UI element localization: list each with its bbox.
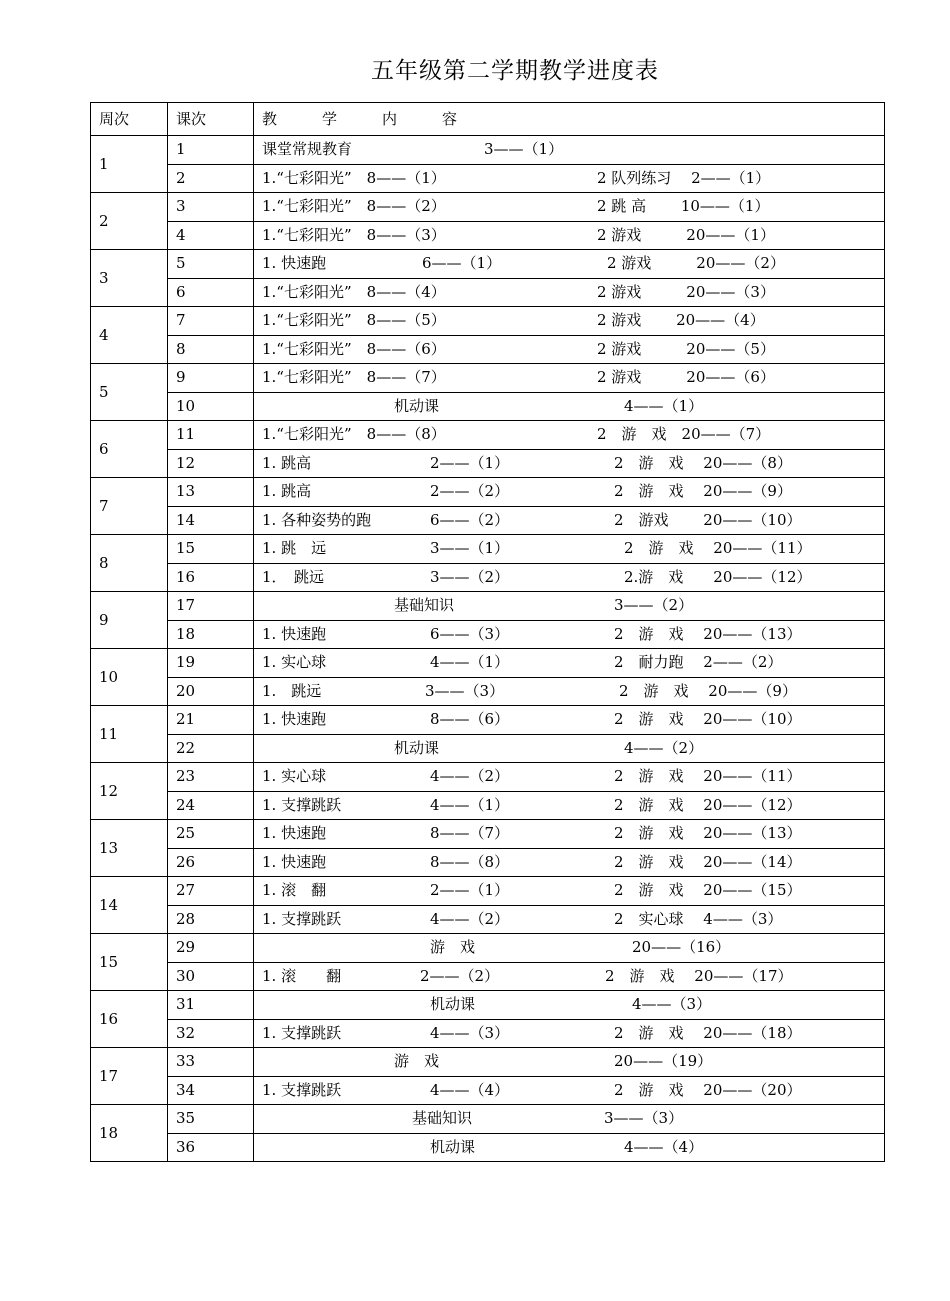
lesson-content-segment: 1. 实心球 <box>262 767 327 786</box>
lesson-number-cell: 16 <box>168 563 254 592</box>
table-row <box>91 734 885 763</box>
lesson-content <box>262 535 884 562</box>
lesson-content-segment: 1.“七彩阳光” 8——（8） <box>262 425 446 444</box>
lesson-content-segment: 3——（2） <box>430 567 510 586</box>
lesson-content-segment: 1. 滚 翻 <box>262 966 342 985</box>
lesson-content-segment: 2 游 戏 20——（15） <box>614 881 802 900</box>
lesson-content-cell <box>254 763 885 792</box>
table-row <box>91 449 885 478</box>
week-cell: 3 <box>91 250 168 307</box>
lesson-content-segment: 2 队列练习 2——（1） <box>597 168 771 187</box>
lesson-content-cell <box>254 563 885 592</box>
lesson-number-cell: 11 <box>168 421 254 450</box>
lesson-content-segment: 1. 快速跑 <box>262 710 327 729</box>
lesson-number-cell: 8 <box>168 335 254 364</box>
week-cell: 10 <box>91 649 168 706</box>
table-row <box>91 421 885 450</box>
lesson-content <box>262 478 884 505</box>
lesson-content-segment: 2 游戏 20——（4） <box>597 311 765 330</box>
table-row <box>91 164 885 193</box>
lesson-content-segment: 2 游戏 20——（2） <box>607 254 785 273</box>
lesson-content <box>262 906 884 933</box>
week-cell: 1 <box>91 136 168 193</box>
lesson-content-segment: 1. 支撑跳跃 <box>262 795 342 814</box>
lesson-content <box>262 649 884 676</box>
lesson-number-cell: 31 <box>168 991 254 1020</box>
lesson-content <box>262 991 884 1018</box>
lesson-number-cell: 19 <box>168 649 254 678</box>
lesson-content <box>262 621 884 648</box>
lesson-content-cell <box>254 307 885 336</box>
lesson-content-segment: 4——（2） <box>430 767 510 786</box>
lesson-content <box>262 222 884 249</box>
lesson-content <box>262 307 884 334</box>
lesson-content <box>262 1134 884 1161</box>
lesson-content-segment: 2——（1） <box>430 453 510 472</box>
lesson-content-segment: 2——（1） <box>430 881 510 900</box>
lesson-content-cell <box>254 706 885 735</box>
lesson-content-segment: 3——（3） <box>425 681 505 700</box>
lesson-content-segment: 2 跳 高 10——（1） <box>597 197 770 216</box>
lesson-content-segment: 2 游 戏 20——（8） <box>614 453 792 472</box>
lesson-content-segment: 1.“七彩阳光” 8——（5） <box>262 311 446 330</box>
week-cell: 7 <box>91 478 168 535</box>
lesson-content-cell <box>254 193 885 222</box>
week-cell: 13 <box>91 820 168 877</box>
lesson-content <box>262 1077 884 1104</box>
lesson-content-segment: 机动课 <box>394 738 440 757</box>
table-row <box>91 478 885 507</box>
lesson-content-segment: 4——（1） <box>624 396 704 415</box>
lesson-content-cell <box>254 164 885 193</box>
lesson-content-segment: 1. 快速跑 <box>262 624 327 643</box>
lesson-content-segment: 8——（7） <box>430 824 510 843</box>
lesson-content-segment: 20——（16） <box>632 938 731 957</box>
lesson-number-cell: 5 <box>168 250 254 279</box>
lesson-content-cell <box>254 734 885 763</box>
lesson-content-segment: 6——（2） <box>430 510 510 529</box>
table-row <box>91 1076 885 1105</box>
lesson-content-segment: 3——（1） <box>430 539 510 558</box>
lesson-number-cell: 30 <box>168 962 254 991</box>
lesson-content <box>262 193 884 220</box>
table-row <box>91 307 885 336</box>
lesson-number-cell: 26 <box>168 848 254 877</box>
lesson-content-segment: 1. 快速跑 <box>262 254 327 273</box>
lesson-content <box>262 507 884 534</box>
lesson-content-segment: 游 戏 <box>430 938 476 957</box>
lesson-content-cell <box>254 620 885 649</box>
lesson-content-cell <box>254 364 885 393</box>
lesson-content-cell <box>254 962 885 991</box>
week-cell: 9 <box>91 592 168 649</box>
lesson-number-cell: 1 <box>168 136 254 165</box>
lesson-content-segment: 1. 实心球 <box>262 653 327 672</box>
lesson-content-segment: 3——（3） <box>604 1109 684 1128</box>
table-row <box>91 706 885 735</box>
lesson-number-cell: 24 <box>168 791 254 820</box>
table-row <box>91 535 885 564</box>
lesson-content-segment: 1. 支撑跳跃 <box>262 909 342 928</box>
lesson-content-segment: 8——（6） <box>430 710 510 729</box>
lesson-content-segment: 2 游 戏 20——（12） <box>614 795 802 814</box>
lesson-content-segment: 4——（4） <box>624 1137 704 1156</box>
lesson-content-cell <box>254 820 885 849</box>
week-cell: 11 <box>91 706 168 763</box>
table-row <box>91 592 885 621</box>
lesson-number-cell: 35 <box>168 1105 254 1134</box>
lesson-number-cell: 9 <box>168 364 254 393</box>
lesson-content-segment: 课堂常规教育 <box>262 140 353 159</box>
lesson-content <box>262 678 884 705</box>
table-row <box>91 250 885 279</box>
table-row <box>91 193 885 222</box>
lesson-number-cell: 6 <box>168 278 254 307</box>
lesson-number-cell: 32 <box>168 1019 254 1048</box>
week-cell: 4 <box>91 307 168 364</box>
lesson-content-segment: 1. 跳高 <box>262 482 312 501</box>
lesson-number-cell: 13 <box>168 478 254 507</box>
lesson-content-segment: 2 游戏 20——（6） <box>597 368 775 387</box>
lesson-content-cell <box>254 677 885 706</box>
week-cell: 15 <box>91 934 168 991</box>
table-row <box>91 364 885 393</box>
lesson-content-cell <box>254 136 885 165</box>
lesson-content-segment: 2 游 戏 20——（9） <box>619 681 797 700</box>
lesson-content-segment: 游 戏 <box>394 1052 440 1071</box>
lesson-content <box>262 735 884 762</box>
lesson-number-cell: 29 <box>168 934 254 963</box>
table-row <box>91 563 885 592</box>
lesson-content-segment: 4——（3） <box>632 995 712 1014</box>
lesson-content-segment: 1. 支撑跳跃 <box>262 1023 342 1042</box>
lesson-content-segment: 1. 滚 翻 <box>262 881 327 900</box>
lesson-content-cell <box>254 848 885 877</box>
table-row <box>91 278 885 307</box>
lesson-content-segment: 1． 跳远 <box>262 567 325 586</box>
lesson-content <box>262 336 884 363</box>
lesson-content-segment: 2 实心球 4——（3） <box>614 909 783 928</box>
lesson-content-segment: 6——（3） <box>430 624 510 643</box>
lesson-content <box>262 136 884 163</box>
week-cell: 2 <box>91 193 168 250</box>
lesson-content-cell <box>254 1019 885 1048</box>
lesson-content-segment: 1. 跳远 <box>262 681 322 700</box>
lesson-content-segment: 2 游 戏 20——（9） <box>614 482 792 501</box>
lesson-content <box>262 592 884 619</box>
lesson-number-cell: 10 <box>168 392 254 421</box>
lesson-content-segment: 2 游 戏 20——（11） <box>614 767 802 786</box>
lesson-content-cell <box>254 1048 885 1077</box>
table-row <box>91 506 885 535</box>
lesson-content-segment: 20——（19） <box>614 1052 713 1071</box>
table-row <box>91 1133 885 1162</box>
lesson-content-segment: 4——（2） <box>624 738 704 757</box>
table-row <box>91 649 885 678</box>
header-lesson: 课次 <box>168 103 254 136</box>
lesson-content-segment: 1.“七彩阳光” 8——（2） <box>262 197 446 216</box>
table-row <box>91 620 885 649</box>
table-row <box>91 962 885 991</box>
table-row <box>91 791 885 820</box>
lesson-number-cell: 15 <box>168 535 254 564</box>
lesson-number-cell: 17 <box>168 592 254 621</box>
lesson-content-cell <box>254 535 885 564</box>
lesson-content <box>262 849 884 876</box>
table-row <box>91 1019 885 1048</box>
lesson-content-cell <box>254 592 885 621</box>
lesson-content-cell <box>254 335 885 364</box>
table-row <box>91 763 885 792</box>
lesson-content-segment: 2 游戏 20——（5） <box>597 339 775 358</box>
lesson-content-segment: 4——（4） <box>430 1080 510 1099</box>
week-cell: 18 <box>91 1105 168 1162</box>
lesson-content <box>262 421 884 448</box>
page-title: 五年级第二学期教学进度表 <box>371 58 659 84</box>
lesson-number-cell: 33 <box>168 1048 254 1077</box>
week-cell: 8 <box>91 535 168 592</box>
lesson-number-cell: 2 <box>168 164 254 193</box>
week-cell: 6 <box>91 421 168 478</box>
week-cell: 14 <box>91 877 168 934</box>
table-row <box>91 877 885 906</box>
lesson-content-cell <box>254 278 885 307</box>
lesson-content <box>262 364 884 391</box>
lesson-content-cell <box>254 449 885 478</box>
lesson-content <box>262 165 884 192</box>
table-row <box>91 1105 885 1134</box>
lesson-content <box>262 250 884 277</box>
lesson-content-cell <box>254 392 885 421</box>
lesson-number-cell: 28 <box>168 905 254 934</box>
table-row <box>91 991 885 1020</box>
table-row <box>91 677 885 706</box>
table-row <box>91 934 885 963</box>
lesson-content-segment: 6——（1） <box>422 254 502 273</box>
lesson-content-cell <box>254 1076 885 1105</box>
lesson-content-cell <box>254 877 885 906</box>
lesson-content <box>262 934 884 961</box>
lesson-content-cell <box>254 649 885 678</box>
table-row <box>91 1048 885 1077</box>
lesson-number-cell: 36 <box>168 1133 254 1162</box>
lesson-content-segment: 3——（2） <box>614 596 694 615</box>
header-week: 周次 <box>91 103 168 136</box>
week-cell: 17 <box>91 1048 168 1105</box>
lesson-content-segment: 1.“七彩阳光” 8——（3） <box>262 225 446 244</box>
header-content: 教 学 内 容 <box>254 103 885 136</box>
lesson-content-segment: 1. 快速跑 <box>262 824 327 843</box>
lesson-content <box>262 1048 884 1075</box>
lesson-content <box>262 279 884 306</box>
lesson-content <box>262 963 884 990</box>
lesson-content-segment: 基础知识 <box>394 596 455 615</box>
lesson-number-cell: 14 <box>168 506 254 535</box>
lesson-content-cell <box>254 506 885 535</box>
lesson-number-cell: 23 <box>168 763 254 792</box>
lesson-content <box>262 564 884 591</box>
lesson-content-segment: 3——（1） <box>484 140 564 159</box>
lesson-content-segment: 机动课 <box>430 1137 476 1156</box>
table-row <box>91 820 885 849</box>
lesson-content-segment: 基础知识 <box>412 1109 473 1128</box>
lesson-content-segment: 2.游 戏 20——（12） <box>624 567 812 586</box>
lesson-content-segment: 2 游 戏 20——（14） <box>614 852 802 871</box>
lesson-content-segment: 2 游戏 20——（3） <box>597 282 775 301</box>
lesson-content-cell <box>254 934 885 963</box>
lesson-content <box>262 706 884 733</box>
lesson-content-cell <box>254 421 885 450</box>
lesson-content-segment: 1. 跳 远 <box>262 539 327 558</box>
lesson-content-segment: 2 游戏 20——（1） <box>597 225 775 244</box>
lesson-content-segment: 1. 支撑跳跃 <box>262 1080 342 1099</box>
lesson-content-segment: 1.“七彩阳光” 8——（7） <box>262 368 446 387</box>
table-row <box>91 335 885 364</box>
lesson-content-cell <box>254 250 885 279</box>
lesson-content-segment: 2 游 戏 20——（7） <box>597 425 771 444</box>
lesson-content-segment: 4——（1） <box>430 795 510 814</box>
lesson-number-cell: 18 <box>168 620 254 649</box>
lesson-content-segment: 2 耐力跑 2——（2） <box>614 653 783 672</box>
lesson-content-segment: 2 游 戏 20——（20） <box>614 1080 802 1099</box>
lesson-content-segment: 2 游戏 20——（10） <box>614 510 802 529</box>
week-cell: 5 <box>91 364 168 421</box>
lesson-content-segment: 2——（2） <box>420 966 500 985</box>
lesson-content-cell <box>254 221 885 250</box>
lesson-number-cell: 34 <box>168 1076 254 1105</box>
lesson-number-cell: 27 <box>168 877 254 906</box>
schedule-body <box>91 136 885 1162</box>
lesson-content-segment: 4——（1） <box>430 653 510 672</box>
lesson-content-cell <box>254 1133 885 1162</box>
lesson-content-segment: 4——（2） <box>430 909 510 928</box>
lesson-content-cell <box>254 1105 885 1134</box>
lesson-content-cell <box>254 905 885 934</box>
lesson-content-segment: 2 游 戏 20——（17） <box>605 966 793 985</box>
lesson-content <box>262 393 884 420</box>
lesson-content-segment: 1. 跳高 <box>262 453 312 472</box>
lesson-number-cell: 12 <box>168 449 254 478</box>
lesson-content-segment: 2 游 戏 20——（18） <box>614 1023 802 1042</box>
lesson-content-segment: 机动课 <box>430 995 476 1014</box>
table-row <box>91 136 885 165</box>
lesson-content-segment: 2 游 戏 20——（13） <box>614 624 802 643</box>
lesson-number-cell: 22 <box>168 734 254 763</box>
lesson-content-segment: 2 游 戏 20——（11） <box>624 539 812 558</box>
lesson-content-segment: 8——（8） <box>430 852 510 871</box>
table-row <box>91 392 885 421</box>
lesson-content <box>262 763 884 790</box>
lesson-content <box>262 1020 884 1047</box>
schedule-table <box>90 102 885 1162</box>
lesson-content-segment: 1. 各种姿势的跑 <box>262 510 372 529</box>
lesson-content-segment: 机动课 <box>394 396 440 415</box>
lesson-content <box>262 1105 884 1132</box>
lesson-content <box>262 792 884 819</box>
lesson-number-cell: 7 <box>168 307 254 336</box>
table-row <box>91 848 885 877</box>
lesson-content-cell <box>254 478 885 507</box>
lesson-content-segment: 2 游 戏 20——（10） <box>614 710 802 729</box>
lesson-number-cell: 4 <box>168 221 254 250</box>
lesson-number-cell: 20 <box>168 677 254 706</box>
week-cell: 16 <box>91 991 168 1048</box>
table-row <box>91 905 885 934</box>
lesson-content-cell <box>254 991 885 1020</box>
lesson-content-segment: 1.“七彩阳光” 8——（1） <box>262 168 446 187</box>
lesson-content-segment: 4——（3） <box>430 1023 510 1042</box>
lesson-content-cell <box>254 791 885 820</box>
lesson-content-segment: 2 游 戏 20——（13） <box>614 824 802 843</box>
header-row <box>91 103 885 136</box>
lesson-content-segment: 1. 快速跑 <box>262 852 327 871</box>
lesson-number-cell: 25 <box>168 820 254 849</box>
lesson-number-cell: 21 <box>168 706 254 735</box>
week-cell: 12 <box>91 763 168 820</box>
lesson-content-segment: 2——（2） <box>430 482 510 501</box>
table-row <box>91 221 885 250</box>
lesson-number-cell: 3 <box>168 193 254 222</box>
lesson-content <box>262 820 884 847</box>
lesson-content <box>262 450 884 477</box>
lesson-content-segment: 1.“七彩阳光” 8——（4） <box>262 282 446 301</box>
lesson-content-segment: 1.“七彩阳光” 8——（6） <box>262 339 446 358</box>
lesson-content <box>262 877 884 904</box>
